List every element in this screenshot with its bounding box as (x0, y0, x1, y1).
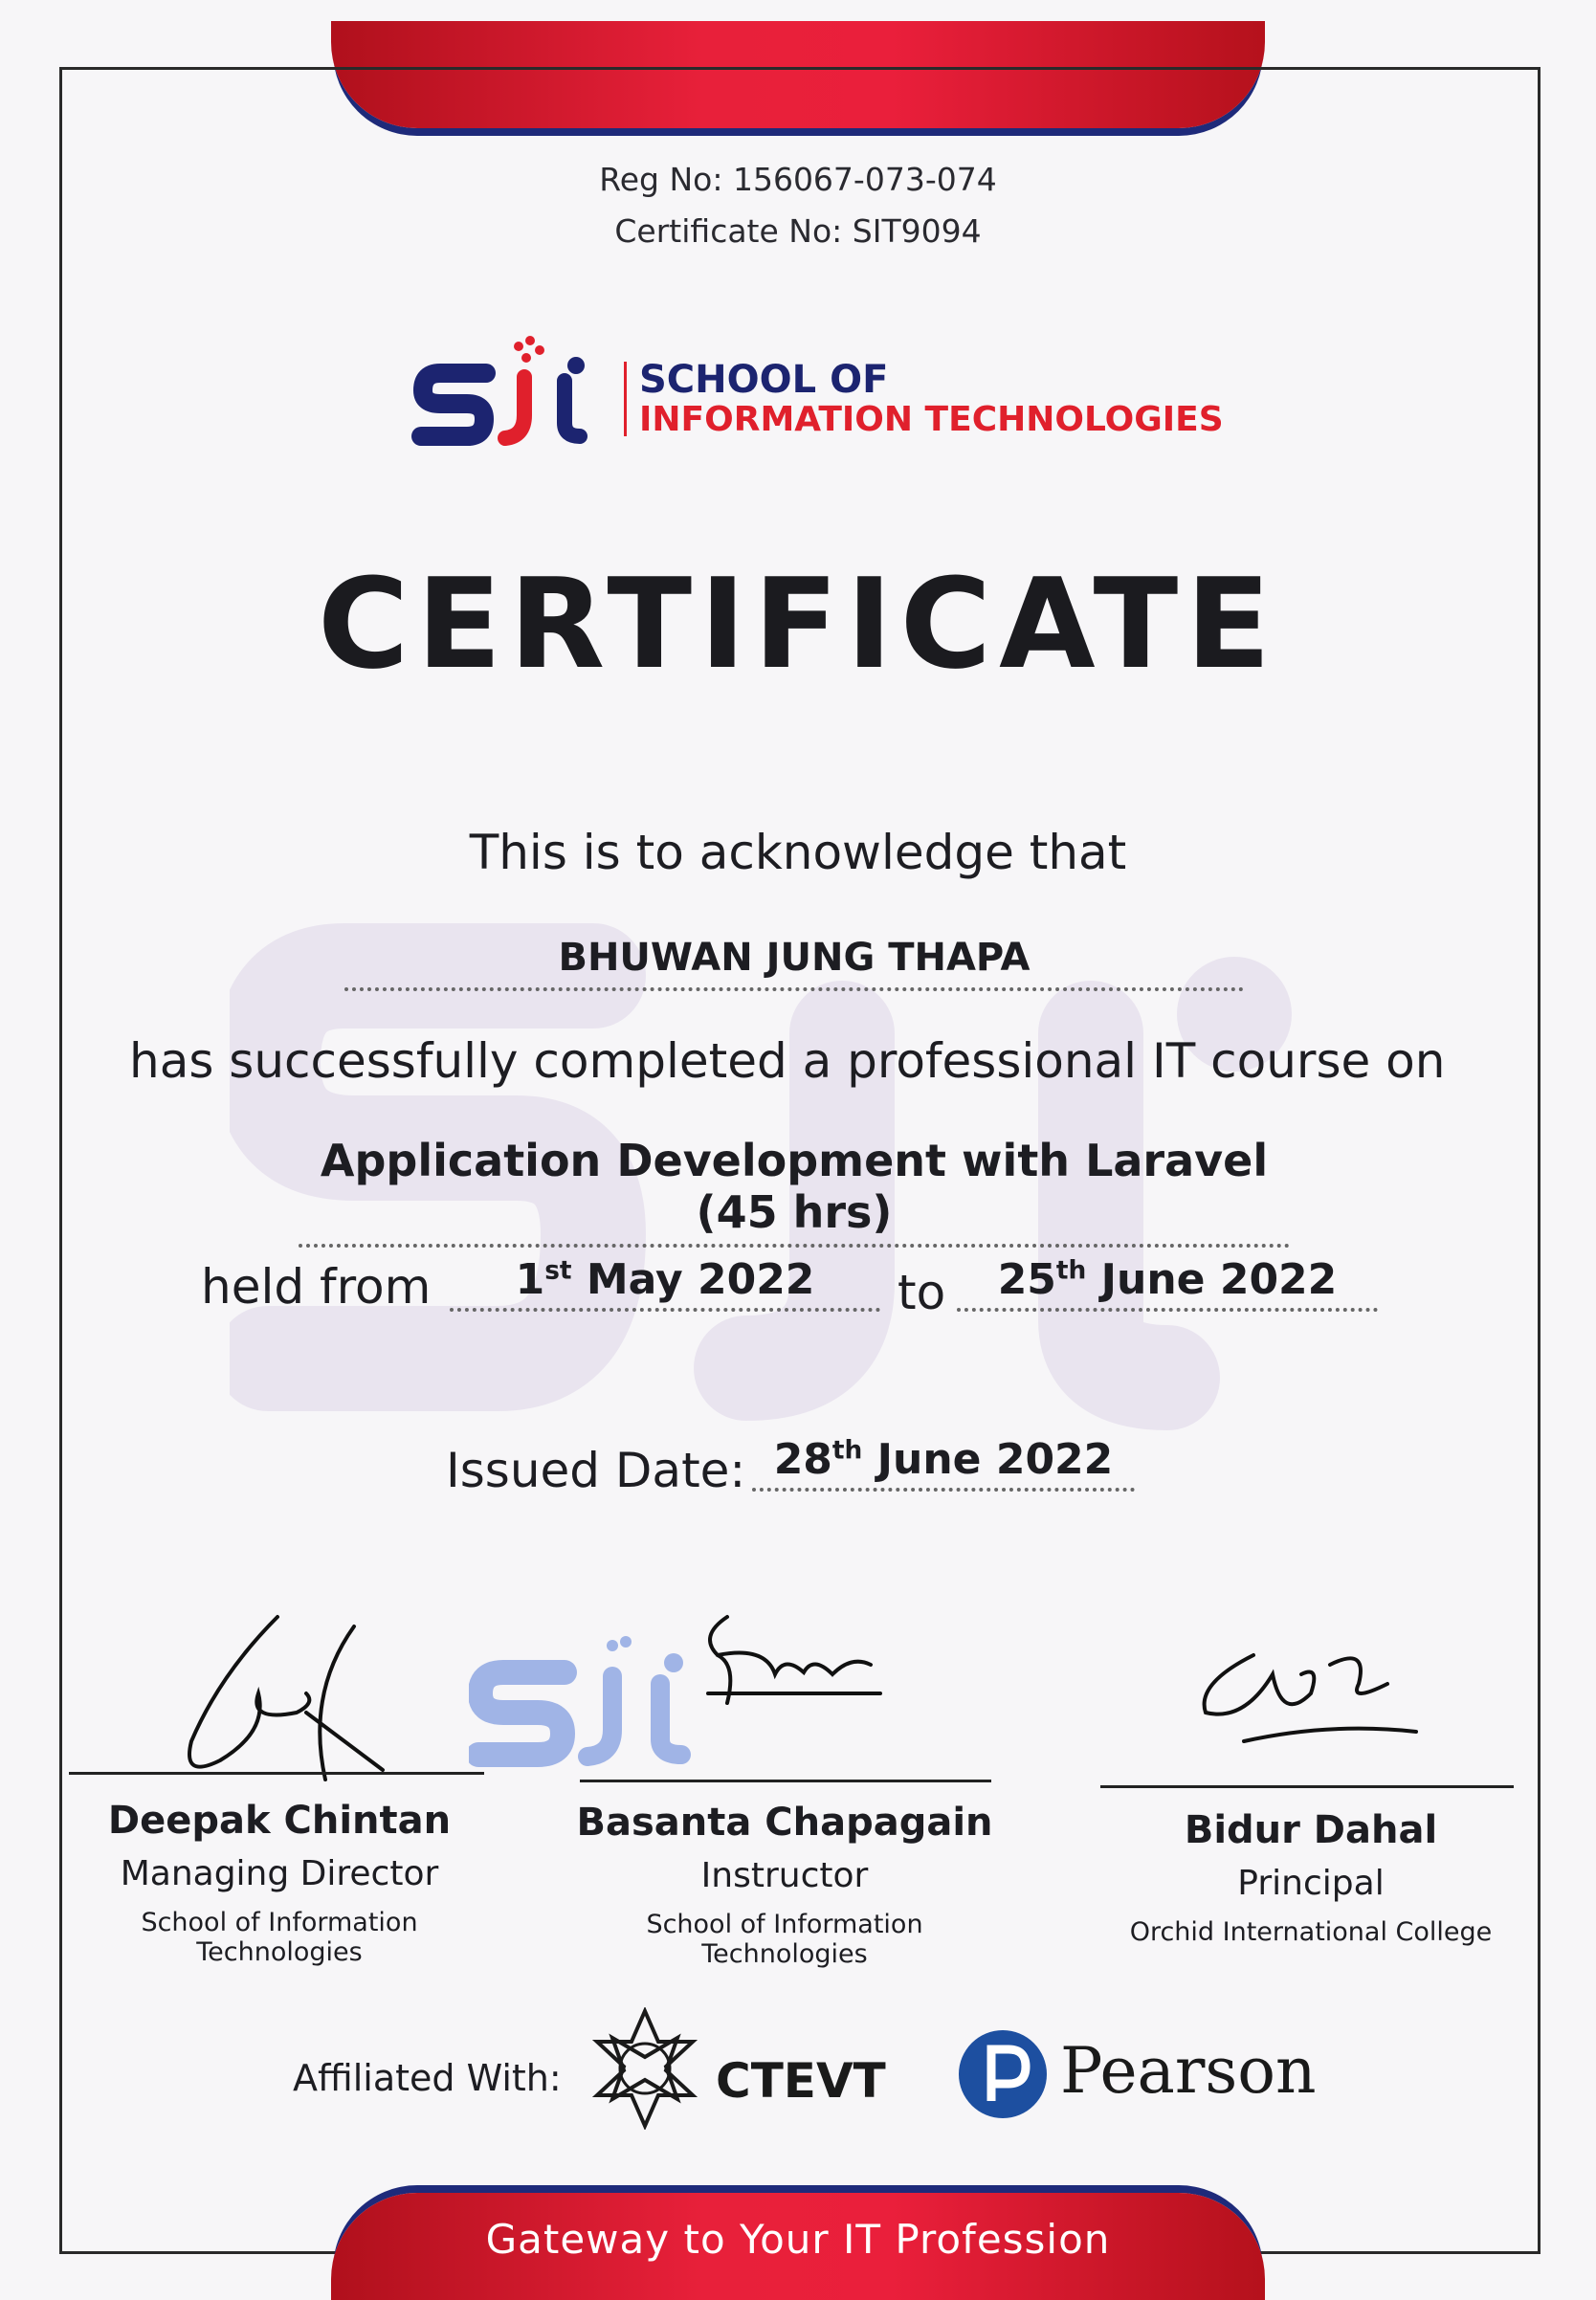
ctevt-name: CTEVT (716, 2053, 886, 2109)
issued-month-year: June 2022 (862, 1435, 1114, 1484)
institution-name-line1: SCHOOL OF (639, 358, 889, 402)
acknowledge-text: This is to acknowledge that (469, 825, 1127, 880)
pearson-logo-icon (957, 2028, 1049, 2120)
signatory-1-name: Deepak Chintan (107, 1799, 452, 1843)
sit-seal (469, 1634, 698, 1768)
signature-bidur-dahal (1186, 1636, 1435, 1760)
start-day-suffix: st (544, 1255, 572, 1286)
signatory-1-role: Managing Director (120, 1854, 439, 1893)
signatory-3-role: Principal (1237, 1864, 1385, 1903)
signature-line-1 (69, 1772, 484, 1775)
signature-line-3 (1100, 1785, 1514, 1788)
affiliated-with-label: Affiliated With: (293, 2057, 562, 2099)
end-day-suffix: th (1055, 1255, 1087, 1286)
signatory-3-org: Orchid International College (1129, 1917, 1493, 1947)
sit-logo (411, 323, 603, 448)
start-day: 1 (515, 1255, 545, 1304)
recipient-name: BHUWAN JUNG THAPA (344, 936, 1244, 991)
completion-text: has successfully completed a professional IT course on (129, 1033, 1446, 1089)
logo-divider (624, 362, 627, 436)
signature-line-2 (580, 1780, 991, 1782)
issued-date-label: Issued Date: (446, 1443, 746, 1498)
pearson-name: Pearson (1060, 2034, 1317, 2108)
held-from-label: held from (201, 1259, 432, 1315)
institution-name-line2: INFORMATION TECHNOLOGIES (639, 400, 1224, 439)
end-month-year: June 2022 (1086, 1255, 1338, 1304)
footer-tagline: Gateway to Your IT Profession (485, 2216, 1111, 2263)
issued-day-suffix: th (831, 1435, 863, 1466)
signatory-1-org: School of Information Technologies (141, 1908, 418, 1967)
signature-basanta-chapagain (689, 1598, 899, 1741)
signatory-2-org: School of Information Technologies (646, 1910, 923, 1969)
certificate-title: CERTIFICATE (317, 551, 1279, 697)
signatory-2-role: Instructor (700, 1856, 869, 1895)
signature-deepak-chintan (163, 1598, 411, 1789)
signatory-2-name: Basanta Chapagain (576, 1801, 993, 1845)
registration-number: Reg No: 156067-073-074 (599, 161, 997, 198)
end-day: 25 (997, 1255, 1056, 1304)
start-month-year: May 2022 (571, 1255, 815, 1304)
issued-date (752, 1435, 1135, 1492)
ctevt-emblem-icon (586, 2007, 704, 2130)
signatory-3-name: Bidur Dahal (1184, 1808, 1438, 1852)
certificate-number: Certificate No: SIT9094 (614, 212, 982, 250)
start-date (450, 1255, 880, 1312)
course-name: Application Development with Laravel (45 hrs) (299, 1135, 1290, 1248)
end-date (957, 1255, 1378, 1312)
issued-day: 28 (773, 1435, 832, 1484)
to-label: to (898, 1265, 946, 1320)
